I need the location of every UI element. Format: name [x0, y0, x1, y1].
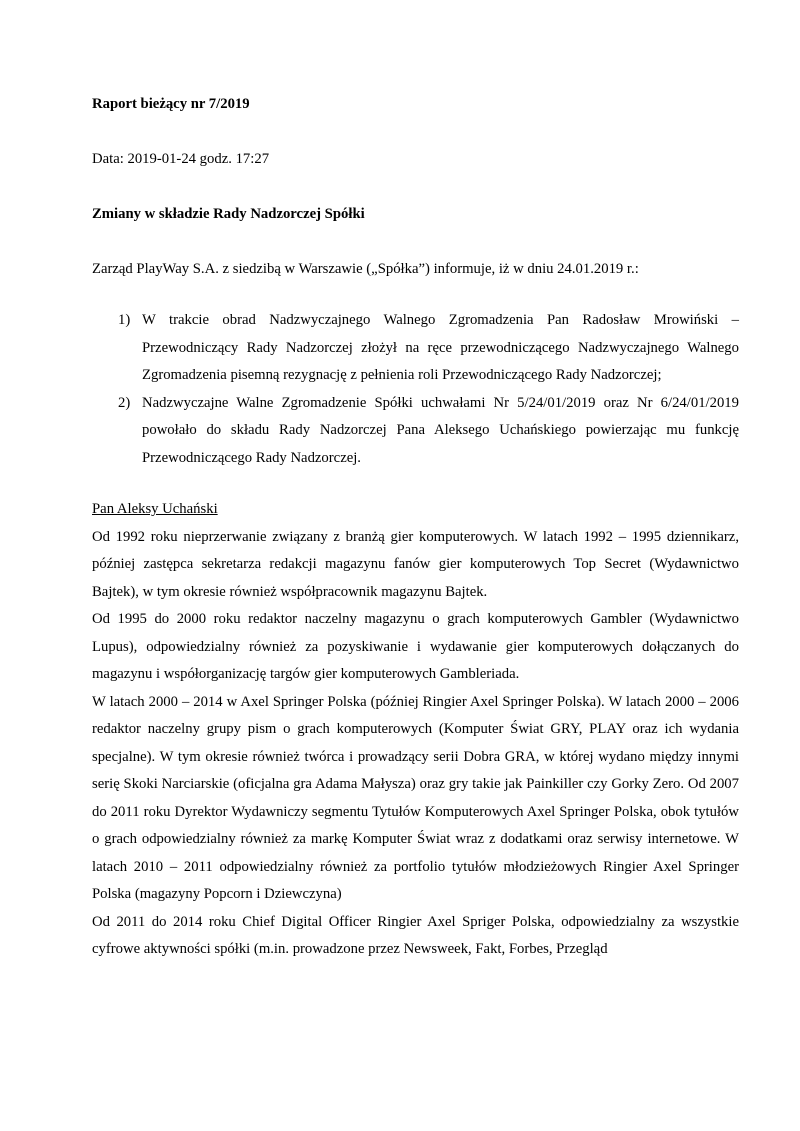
section-heading: Zmiany w składzie Rady Nadzorczej Spółki	[92, 206, 365, 222]
biography-paragraph: Od 2011 do 2014 roku Chief Digital Officer Ringier Axel Spriger Polska, odpowiedzialny za wszystkie cyfrowe aktywności spółki (m.in. prowadzone przez Newsweek, Fakt, Forbes, Przegląd	[92, 913, 739, 957]
report-title: Raport bieżący nr 7/2019	[92, 96, 250, 112]
list-item-text: Nadzwyczajne Walne Zgromadzenie Spółki uchwałami Nr 5/24/01/2019 oraz Nr 6/24/01/2019 powołało do składu Rady Nadzorczej Pana Aleksego Uchańskiego powierzając mu funkcję Przewodniczącego Rady Nadzorczej.	[142, 394, 739, 466]
biography-paragraph: Od 1992 roku nieprzerwanie związany z branżą gier komputerowych. W latach 1992 – 1995 dziennikarz, później zastępca sekretarza redakcji magazynu fanów gier komputerowych Top Secret (Wydawnictwo Bajtek), w tym okresie również współpracownik magazynu Bajtek.	[92, 528, 739, 600]
biography-person-name: Pan Aleksy Uchański	[92, 501, 218, 517]
biography-block	[92, 472, 739, 964]
list-item-text: W trakcie obrad Nadzwyczajnego Walnego Zgromadzenia Pan Radosław Mrowiński – Przewodniczący Rady Nadzorczej złożył na ręce przewodniczącego Nadzwyczajnego Walnego Zgromadzenia pisemną rezygnację z pełnienia roli Przewodniczącego Rady Nadzorczej;	[142, 312, 739, 383]
intro-paragraph: Zarząd PlayWay S.A. z siedzibą w Warszawie („Spółka”) informuje, iż w dniu 24.01.2019 r.:	[92, 261, 639, 277]
biography-paragraph: W latach 2000 – 2014 w Axel Springer Polska (później Ringier Axel Springer Polska). W latach 2000 – 2006 redaktor naczelny grupy pism o grach komputerowych (Komputer Świat GRY, PLAY oraz ich wydania specjalne). W tym okresie również twórca i prowadzący serii Dobra GRA, w której wydano między innymi serię Skoki Narciarskie (oficjalna gra Adama Małysza) oraz gry takie jak Painkiller czy Gorky Zero. Od 2007 do 2011 roku Dyrektor Wydawniczy segmentu Tytułów Komputerowych Axel Springer Polska, obok tytułów o grach odpowiedzialny również za markę Komputer Świat wraz z dodatkami oraz serwisy internetowe. W latach 2010 – 2011 odpowiedzialny również za portfolio tytułów młodzieżowych Ringier Axel Springer Polska (magazyny Popcorn i Dziewczyna)	[92, 693, 739, 902]
list-item	[92, 390, 739, 473]
list-item-marker: 1)	[118, 312, 131, 328]
list-item-marker: 2)	[118, 394, 131, 411]
resolution-list	[92, 280, 739, 472]
list-item	[92, 307, 739, 390]
biography-paragraph: Od 1995 do 2000 roku redaktor naczelny magazynu o grach komputerowych Gambler (Wydawnictwo Lupus), odpowiedzialny również za pozyskiwanie i wydawanie gier komputerowych dołączanych do magazynu i współorganizację targów gier komputerowych Gambleriada.	[92, 611, 739, 682]
report-date-line: Data: 2019-01-24 godz. 17:27	[92, 151, 270, 167]
document-body	[92, 0, 739, 964]
